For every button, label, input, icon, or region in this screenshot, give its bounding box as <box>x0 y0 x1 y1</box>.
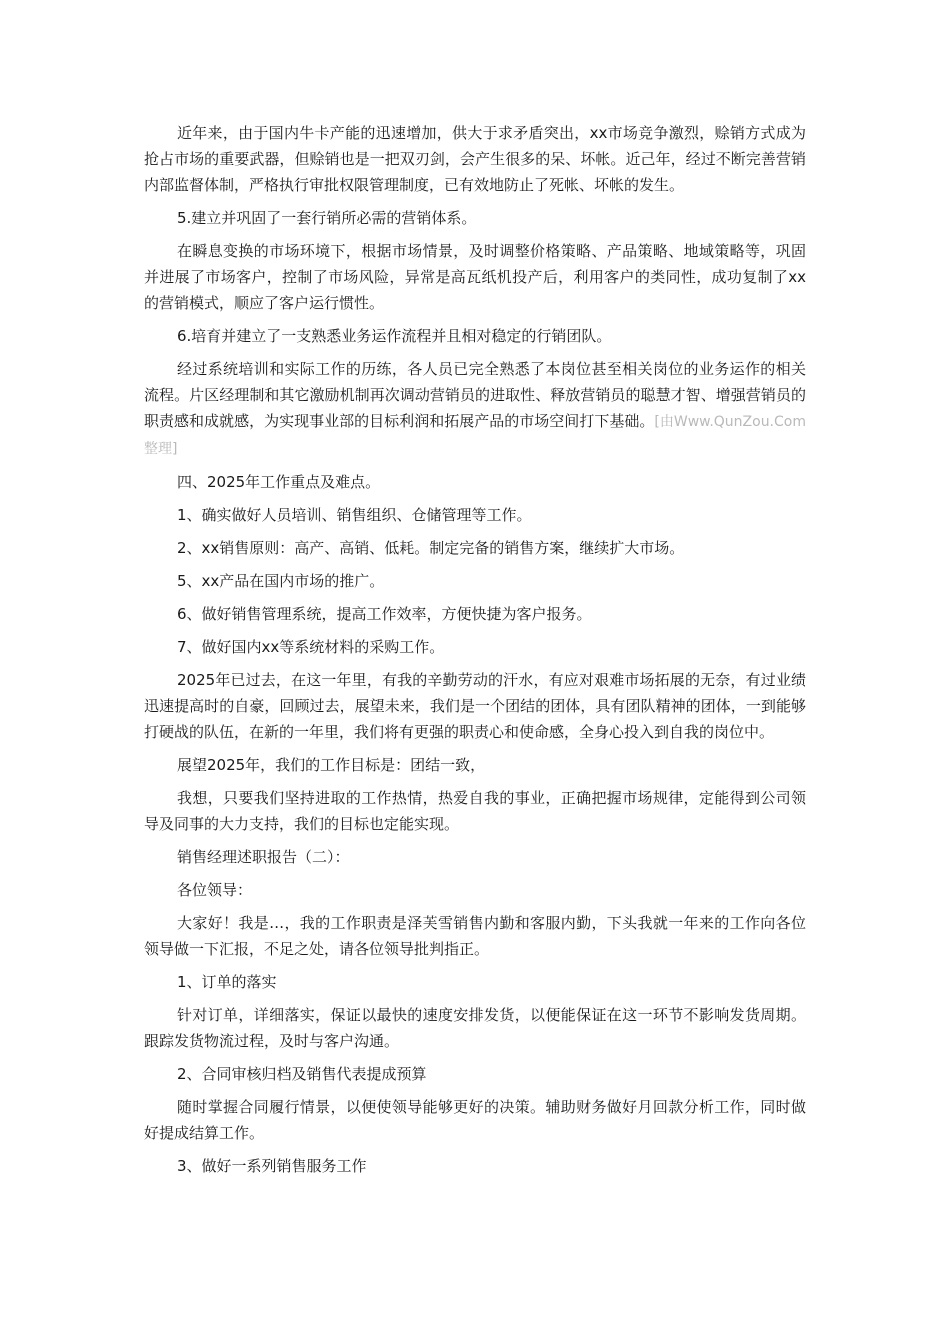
paragraph-task-7: 7、做好国内xx等系统材料的采购工作。 <box>177 638 445 656</box>
paragraph-contracts: 随时掌握合同履行情景，以便使领导能够更好的决策。辅助财务做好月回款分析工作，同时做好提成结算工作。 <box>144 1098 806 1142</box>
paragraph-report-title-2: 销售经理述职报告（二）： <box>177 848 350 866</box>
paragraph-heading-services: 3、做好一系列销售服务工作 <box>177 1157 367 1175</box>
paragraph-task-1: 1、确实做好人员培训、销售组织、仓储管理等工作。 <box>177 506 532 524</box>
paragraph-team-training-text: 经过系统培训和实际工作的历练，各人员已完全熟悉了本岗位甚至相关岗位的业务运作的相关流程。片区经理制和其它激励机制再次调动营销员的进取性、释放营销员的聪慧才智、增强营销员的职责感和成就感，为实现事业部的目标利润和拓展产品的市场空间打下基础。 <box>144 360 806 430</box>
paragraph-outlook: 展望2025年，我们的工作目标是：团结一致， <box>177 756 486 774</box>
paragraph-heading-contracts: 2、合同审核归档及销售代表提成预算 <box>177 1065 427 1083</box>
paragraph-task-2: 2、xx销售原则：高产、高销、低耗。制定完备的销售方案，继续扩大市场。 <box>177 539 685 557</box>
paragraph-team-training <box>144 356 806 462</box>
paragraph-market-strategy: 在瞬息变换的市场环境下，根据市场情景，及时调整价格策略、产品策略、地域策略等，巩固并进展了市场客户，控制了市场风险，异常是高瓦纸机投产后，利用客户的类同性，成功复制了xx的营销模式，顺应了客户运行惯性。 <box>144 242 806 312</box>
paragraph-bad-debt-control: 近年来，由于国内牛卡产能的迅速增加，供大于求矛盾突出，xx市场竞争激烈，赊销方式成为抢占市场的重要武器，但赊销也是一把双刃剑，会产生很多的呆、坏帐。近己年，经过不断完善营销内部监督体制，严格执行审批权限管理制度，已有效地防止了死帐、坏帐的发生。 <box>144 124 806 194</box>
paragraph-introduction: 大家好！我是…，我的工作职责是泽芙雪销售内勤和客服内勤，下头我就一年来的工作向各位领导做一下汇报，不足之处，请各位领导批判指正。 <box>144 914 806 958</box>
paragraph-heading-orders: 1、订单的落实 <box>177 973 277 991</box>
paragraph-closing: 我想，只要我们坚持进取的工作热情，热爱自我的事业，正确把握市场规律，定能得到公司领导及同事的大力支持，我们的目标也定能实现。 <box>144 789 806 833</box>
document-page <box>144 120 806 1186</box>
paragraph-year-review: 2025年已过去，在这一年里，有我的辛勤劳动的汗水，有应对艰难市场拓展的无奈，有过业绩迅速提高时的自豪，回顾过去，展望未来，我们是一个团结的团体，具有团队精神的团体，一到能够打硬战的队伍，在新的一年里，我们将有更强的职责心和使命感，全身心投入到自我的岗位中。 <box>144 671 806 741</box>
paragraph-heading-sales-team: 6.培育并建立了一支熟悉业务运作流程并且相对稳定的行销团队。 <box>177 327 612 345</box>
paragraph-heading-2025-focus: 四、2025年工作重点及难点。 <box>177 473 381 491</box>
paragraph-heading-marketing-system: 5.建立并巩固了一套行销所必需的营销体系。 <box>177 209 477 227</box>
paragraph-task-5: 5、xx产品在国内市场的推广。 <box>177 572 385 590</box>
source-watermark: [由Www.QunZou.Com整理] <box>144 414 806 457</box>
paragraph-salutation: 各位领导： <box>177 881 253 899</box>
paragraph-task-6: 6、做好销售管理系统，提高工作效率，方便快捷为客户报务。 <box>177 605 592 623</box>
paragraph-orders: 针对订单，详细落实，保证以最快的速度安排发货，以便能保证在这一环节不影响发货周期。跟踪发货物流过程，及时与客户沟通。 <box>144 1006 806 1050</box>
